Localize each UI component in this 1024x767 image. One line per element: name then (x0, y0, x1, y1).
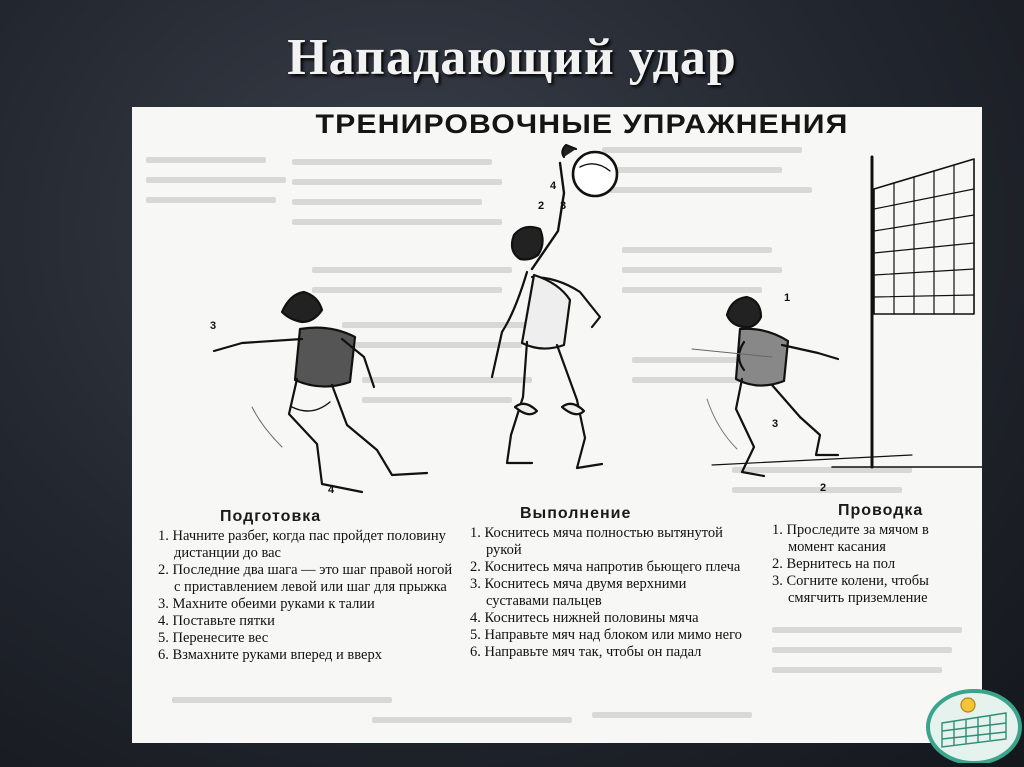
bleed-through-line (372, 717, 572, 723)
prep-player-figure (214, 292, 427, 492)
follow-marker-3: 2 (820, 482, 827, 494)
prep-marker-1: 3 (210, 320, 217, 332)
list-item: 2. Коснитесь мяча напротив бьющего плеча (470, 559, 741, 575)
player-illustrations (132, 107, 982, 507)
follow-marker-1: 1 (784, 292, 791, 304)
list-item: 4. Поставьте пятки (158, 613, 275, 629)
phase-title-follow-through: Проводка (838, 502, 924, 519)
exec-marker-2: 2 (538, 200, 545, 212)
phase-title-preparation: Подготовка (220, 508, 322, 525)
follow-marker-2: 3 (772, 418, 779, 430)
list-item: 5. Направьте мяч над блоком или мимо него (470, 627, 742, 643)
list-item: 3. Коснитесь мяча двумя верхними суставами пальцев (470, 576, 687, 609)
exec-player-figure (492, 145, 617, 468)
bleed-through-line (772, 627, 962, 633)
list-item: 2. Вернитесь на пол (772, 556, 896, 572)
bleed-through-line (592, 712, 752, 718)
bleed-through-line (772, 647, 952, 653)
list-item: 2. Последние два шага — это шаг правой ногой с приставлением левой или шаг для прыжка (158, 562, 453, 595)
list-item: 1. Начните разбег, когда пас пройдет половину дистанции до вас (158, 528, 446, 561)
execution-steps (470, 525, 745, 661)
follow-through-steps (772, 522, 977, 607)
list-item: 6. Направьте мяч так, чтобы он падал (470, 644, 702, 660)
preparation-steps (158, 528, 453, 664)
bleed-through-line (172, 697, 392, 703)
exercises-heading: ТРЕНИРОВОЧНЫЕ УПРАЖНЕНИЯ (315, 109, 849, 139)
list-item: 4. Коснитесь нижней половины мяча (470, 610, 699, 626)
list-item: 3. Махните обеими руками к талии (158, 596, 375, 612)
list-item: 6. Взмахните руками вперед и вверх (158, 647, 382, 663)
follow-player-figure (692, 297, 912, 476)
phase-title-execution: Выполнение (520, 505, 632, 522)
exec-marker-3: 3 (560, 200, 567, 212)
list-item: 1. Проследите за мячом в момент касания (772, 522, 929, 555)
list-item: 1. Коснитесь мяча полностью вытянутой рукой (470, 525, 723, 558)
exec-marker-1: 4 (550, 180, 557, 192)
volleyball-net (832, 157, 982, 467)
scanned-page (132, 107, 982, 743)
list-item: 5. Перенесите вес (158, 630, 269, 646)
list-item: 3. Согните колени, чтобы смягчить приземление (772, 573, 929, 606)
bleed-through-line (772, 667, 942, 673)
volleyball-net-logo-icon (922, 683, 1022, 763)
prep-marker-2: 4 (328, 484, 335, 496)
slide-title: Нападающий удар (287, 29, 737, 86)
